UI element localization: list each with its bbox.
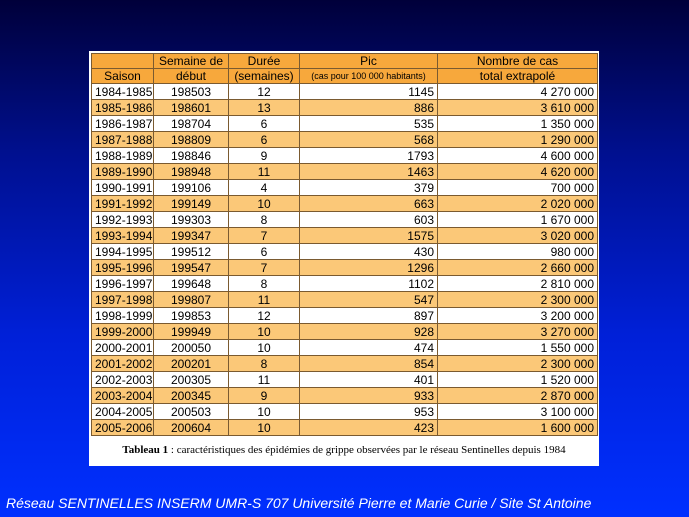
table-cell: 700 000	[438, 180, 598, 196]
table-cell: 1985-1986	[92, 100, 154, 116]
table-row	[92, 340, 598, 356]
table-cell: 1997-1998	[92, 292, 154, 308]
table-row	[92, 196, 598, 212]
table-cell: 430	[300, 244, 438, 260]
table-cell: 2001-2002	[92, 356, 154, 372]
table-cell: 199853	[154, 308, 229, 324]
table-cell: 199648	[154, 276, 229, 292]
table-cell: 1995-1996	[92, 260, 154, 276]
table-row	[92, 84, 598, 100]
table-cell: 401	[300, 372, 438, 388]
table-cell: 2 300 000	[438, 356, 598, 372]
table-cell: 3 020 000	[438, 228, 598, 244]
header-cell: Semaine de	[154, 54, 229, 69]
table-cell: 11	[229, 372, 300, 388]
table-cell: 1988-1989	[92, 148, 154, 164]
table-cell: 2003-2004	[92, 388, 154, 404]
table-cell: 2004-2005	[92, 404, 154, 420]
table-cell: 200050	[154, 340, 229, 356]
table-cell: 1987-1988	[92, 132, 154, 148]
header-cell: total extrapolé	[438, 69, 598, 84]
table-cell: 2 300 000	[438, 292, 598, 308]
table-cell: 3 270 000	[438, 324, 598, 340]
table-cell: 199547	[154, 260, 229, 276]
table-cell: 1986-1987	[92, 116, 154, 132]
table-row	[92, 228, 598, 244]
table-cell: 11	[229, 164, 300, 180]
table-cell: 1 600 000	[438, 420, 598, 436]
table-row	[92, 420, 598, 436]
table-cell: 200604	[154, 420, 229, 436]
table-cell: 2000-2001	[92, 340, 154, 356]
table-cell: 1296	[300, 260, 438, 276]
table-row	[92, 100, 598, 116]
table-cell: 3 100 000	[438, 404, 598, 420]
table-cell: 1 670 000	[438, 212, 598, 228]
table-cell: 568	[300, 132, 438, 148]
table-cell: 6	[229, 132, 300, 148]
table-cell: 200305	[154, 372, 229, 388]
table-cell: 199149	[154, 196, 229, 212]
table-cell: 7	[229, 260, 300, 276]
table-cell: 200503	[154, 404, 229, 420]
table-caption	[89, 444, 599, 456]
table-cell: 535	[300, 116, 438, 132]
table-cell: 199512	[154, 244, 229, 260]
table-cell: 1993-1994	[92, 228, 154, 244]
table-cell: 2 660 000	[438, 260, 598, 276]
table-cell: 1 350 000	[438, 116, 598, 132]
table-cell: 4	[229, 180, 300, 196]
table-cell: 663	[300, 196, 438, 212]
table-cell: 933	[300, 388, 438, 404]
header-cell: (cas pour 100 000 habitants)	[300, 69, 438, 84]
header-cell: Pic	[300, 54, 438, 69]
header-row-1	[92, 54, 598, 69]
table-cell: 6	[229, 116, 300, 132]
table-cell: 3 610 000	[438, 100, 598, 116]
table-cell: 199807	[154, 292, 229, 308]
table-cell: 2 870 000	[438, 388, 598, 404]
table-cell: 198704	[154, 116, 229, 132]
table-cell: 1 520 000	[438, 372, 598, 388]
table-cell: 198503	[154, 84, 229, 100]
table-cell: 198948	[154, 164, 229, 180]
table-cell: 12	[229, 84, 300, 100]
footer-credit: Réseau SENTINELLES INSERM UMR-S 707 Université Pierre et Marie Curie / Site St Antoine	[6, 495, 592, 511]
table-cell: 10	[229, 420, 300, 436]
table-row	[92, 212, 598, 228]
table-row	[92, 260, 598, 276]
table-cell: 2 020 000	[438, 196, 598, 212]
table-cell: 2 810 000	[438, 276, 598, 292]
table-row	[92, 276, 598, 292]
table-cell: 11	[229, 292, 300, 308]
table-cell: 1 290 000	[438, 132, 598, 148]
header-cell	[92, 54, 154, 69]
table-row	[92, 116, 598, 132]
table-row	[92, 180, 598, 196]
table-cell: 854	[300, 356, 438, 372]
table-row	[92, 164, 598, 180]
table-cell: 199106	[154, 180, 229, 196]
table-row	[92, 324, 598, 340]
table-cell: 1996-1997	[92, 276, 154, 292]
table-cell: 928	[300, 324, 438, 340]
table-cell: 8	[229, 276, 300, 292]
table-cell: 4 620 000	[438, 164, 598, 180]
table-cell: 1102	[300, 276, 438, 292]
header-row-2	[92, 69, 598, 84]
table-cell: 199949	[154, 324, 229, 340]
table-row	[92, 356, 598, 372]
table-cell: 8	[229, 356, 300, 372]
table-cell: 1999-2000	[92, 324, 154, 340]
table-cell: 953	[300, 404, 438, 420]
table-cell: 423	[300, 420, 438, 436]
table-cell: 1145	[300, 84, 438, 100]
table-cell: 1990-1991	[92, 180, 154, 196]
table-row	[92, 372, 598, 388]
table-cell: 547	[300, 292, 438, 308]
header-cell: Saison	[92, 69, 154, 84]
epidemic-table	[91, 53, 598, 436]
table-cell: 6	[229, 244, 300, 260]
table-cell: 1793	[300, 148, 438, 164]
header-cell: Durée	[229, 54, 300, 69]
table-cell: 886	[300, 100, 438, 116]
table-cell: 1998-1999	[92, 308, 154, 324]
table-row	[92, 404, 598, 420]
table-cell: 1984-1985	[92, 84, 154, 100]
table-cell: 8	[229, 212, 300, 228]
caption-label: Tableau 1	[122, 444, 169, 456]
table-cell: 2002-2003	[92, 372, 154, 388]
table-cell: 474	[300, 340, 438, 356]
table-cell: 4 600 000	[438, 148, 598, 164]
table-row	[92, 308, 598, 324]
table-cell: 3 200 000	[438, 308, 598, 324]
table-row	[92, 148, 598, 164]
header-cell: (semaines)	[229, 69, 300, 84]
table-row	[92, 244, 598, 260]
table-cell: 1991-1992	[92, 196, 154, 212]
table-cell: 4 270 000	[438, 84, 598, 100]
table-cell: 10	[229, 340, 300, 356]
table-cell: 980 000	[438, 244, 598, 260]
table-panel	[89, 51, 599, 466]
table-cell: 1992-1993	[92, 212, 154, 228]
table-cell: 603	[300, 212, 438, 228]
table-cell: 10	[229, 196, 300, 212]
table-cell: 200201	[154, 356, 229, 372]
caption-text: : caractéristiques des épidémies de grippe observées par le réseau Sentinelles depuis 1984	[168, 444, 566, 456]
table-cell: 12	[229, 308, 300, 324]
table-row	[92, 292, 598, 308]
table-cell: 1463	[300, 164, 438, 180]
header-cell: Nombre de cas	[438, 54, 598, 69]
table-body	[92, 84, 598, 436]
table-cell: 199347	[154, 228, 229, 244]
table-row	[92, 132, 598, 148]
table-cell: 10	[229, 404, 300, 420]
table-cell: 198601	[154, 100, 229, 116]
table-cell: 1994-1995	[92, 244, 154, 260]
table-cell: 2005-2006	[92, 420, 154, 436]
table-row	[92, 388, 598, 404]
table-cell: 10	[229, 324, 300, 340]
table-cell: 897	[300, 308, 438, 324]
table-cell: 199303	[154, 212, 229, 228]
table-cell: 13	[229, 100, 300, 116]
table-cell: 379	[300, 180, 438, 196]
header-cell: début	[154, 69, 229, 84]
table-cell: 200345	[154, 388, 229, 404]
table-cell: 7	[229, 228, 300, 244]
table-cell: 9	[229, 148, 300, 164]
table-cell: 198809	[154, 132, 229, 148]
table-cell: 198846	[154, 148, 229, 164]
table-cell: 9	[229, 388, 300, 404]
table-cell: 1575	[300, 228, 438, 244]
table-cell: 1989-1990	[92, 164, 154, 180]
table-cell: 1 550 000	[438, 340, 598, 356]
